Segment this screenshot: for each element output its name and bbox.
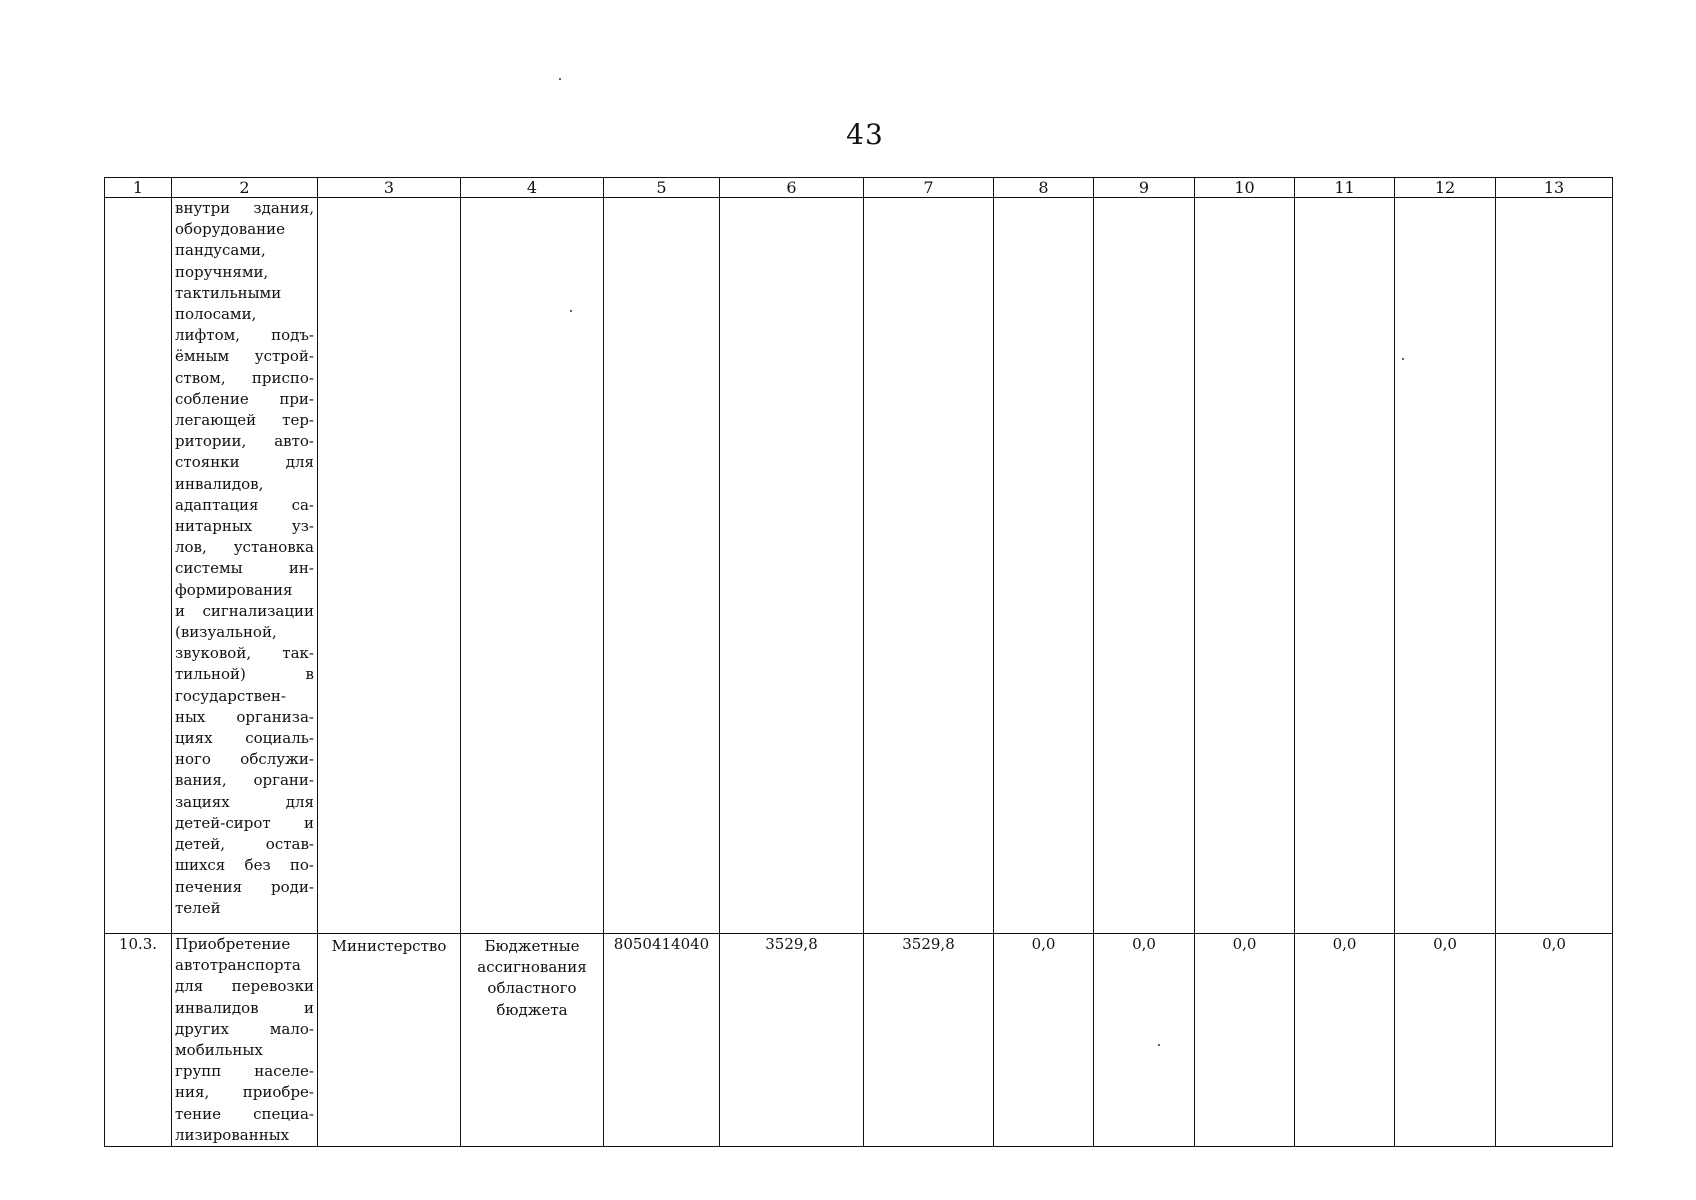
description-line: зациях для: [175, 792, 314, 811]
description-line: печения роди-: [175, 877, 314, 896]
description-line: телей: [175, 898, 221, 917]
cell-col7: 3529,8: [864, 934, 994, 1147]
header-cell: 3: [318, 178, 461, 198]
cell-number: [105, 198, 172, 934]
description-line: детей-сирот и: [175, 813, 314, 832]
description-line: тактильными: [175, 283, 282, 302]
description-line: других мало-: [175, 1019, 314, 1038]
description-line: тение специа-: [175, 1104, 314, 1123]
header-cell: 1: [105, 178, 172, 198]
description-line: оборудование: [175, 220, 286, 239]
cell-number: 10.3.: [105, 934, 172, 1147]
description-line: циях социаль-: [175, 729, 314, 748]
description-line: государствен-: [175, 686, 286, 705]
description-line: внутри здания,: [175, 199, 314, 217]
header-cell: 13: [1496, 178, 1613, 198]
description-line: групп населе-: [175, 1062, 314, 1081]
table-row-10-3: [105, 934, 1613, 1147]
description-line: лифтом, подъ-: [175, 326, 314, 345]
cell-code: [604, 198, 720, 934]
description-line: полосами,: [175, 305, 257, 324]
header-cell: 7: [864, 178, 994, 198]
cell-col10: 0,0: [1195, 934, 1295, 1147]
budget-table: [104, 177, 1613, 1147]
description-line: ного обслужи-: [175, 750, 314, 769]
description-line: (визуальной,: [175, 623, 277, 642]
description-line: пандусами,: [175, 241, 266, 260]
cell-col12: 0,0: [1395, 934, 1496, 1147]
cell-col9: 0,0: [1094, 934, 1195, 1147]
cell-col11: [1295, 198, 1395, 934]
header-cell: 6: [720, 178, 864, 198]
cell-code: 8050414040: [604, 934, 720, 1147]
cell-funding-source: [461, 934, 604, 1147]
description-line: автотранспорта: [175, 956, 301, 975]
description-line: системы ин-: [175, 559, 314, 578]
column-number-header-row: [105, 178, 1613, 198]
header-cell: 11: [1295, 178, 1395, 198]
funding-line: областного: [487, 979, 577, 998]
cell-funding-source: [461, 198, 604, 934]
cell-col13: [1496, 198, 1613, 934]
cell-col7: [864, 198, 994, 934]
cell-col8: 0,0: [994, 934, 1094, 1147]
header-cell: 9: [1094, 178, 1195, 198]
description-line: Приобретение: [175, 935, 291, 953]
cell-description: [172, 198, 318, 934]
page-number: 43: [846, 118, 884, 151]
header-cell: 10: [1195, 178, 1295, 198]
header-cell: 2: [172, 178, 318, 198]
table-row-continuation: [105, 198, 1613, 934]
cell-executor: [318, 198, 461, 934]
funding-line: Бюджетные: [484, 937, 580, 955]
description-line: детей, остав-: [175, 835, 314, 854]
funding-line: бюджета: [496, 1000, 568, 1019]
description-line: формирования: [175, 580, 293, 599]
cell-description: [172, 934, 318, 1147]
description-line: ных организа-: [175, 707, 314, 726]
description-line: собление при-: [175, 389, 314, 408]
description-line: ством, приспо-: [175, 368, 314, 387]
cell-col10: [1195, 198, 1295, 934]
scan-speck: [559, 78, 561, 80]
cell-col11: 0,0: [1295, 934, 1395, 1147]
description-line: мобильных: [175, 1041, 263, 1060]
description-line: адаптация са-: [175, 495, 314, 514]
description-line: ния, приобре-: [175, 1083, 314, 1102]
description-line: лизированных: [175, 1125, 290, 1144]
description-line: и сигнализации: [175, 601, 314, 620]
cell-col12: [1395, 198, 1496, 934]
funding-line: ассигнования: [477, 958, 587, 977]
description-line: инвалидов,: [175, 474, 264, 493]
description-line: стоянки для: [175, 453, 314, 472]
cell-col6: [720, 198, 864, 934]
description-line: нитарных уз-: [175, 517, 314, 536]
description-line: инвалидов и: [175, 998, 314, 1017]
header-cell: 4: [461, 178, 604, 198]
description-line: лов, установка: [175, 538, 314, 557]
description-line: ёмным устрой-: [175, 347, 314, 366]
description-line: поручнями,: [175, 262, 269, 281]
description-line: звуковой, так-: [175, 644, 314, 663]
cell-col13: 0,0: [1496, 934, 1613, 1147]
description-line: вания, органи-: [175, 771, 314, 790]
cell-col6: 3529,8: [720, 934, 864, 1147]
cell-executor: Министерство: [318, 934, 461, 1147]
header-cell: 5: [604, 178, 720, 198]
header-cell: 8: [994, 178, 1094, 198]
cell-col8: [994, 198, 1094, 934]
description-line: шихся без по-: [175, 856, 314, 875]
description-line: тильной) в: [175, 665, 314, 684]
cell-col9: [1094, 198, 1195, 934]
description-line: легающей тер-: [175, 411, 314, 430]
description-line: для перевозки: [175, 977, 314, 996]
header-cell: 12: [1395, 178, 1496, 198]
description-line: ритории, авто-: [175, 432, 314, 451]
